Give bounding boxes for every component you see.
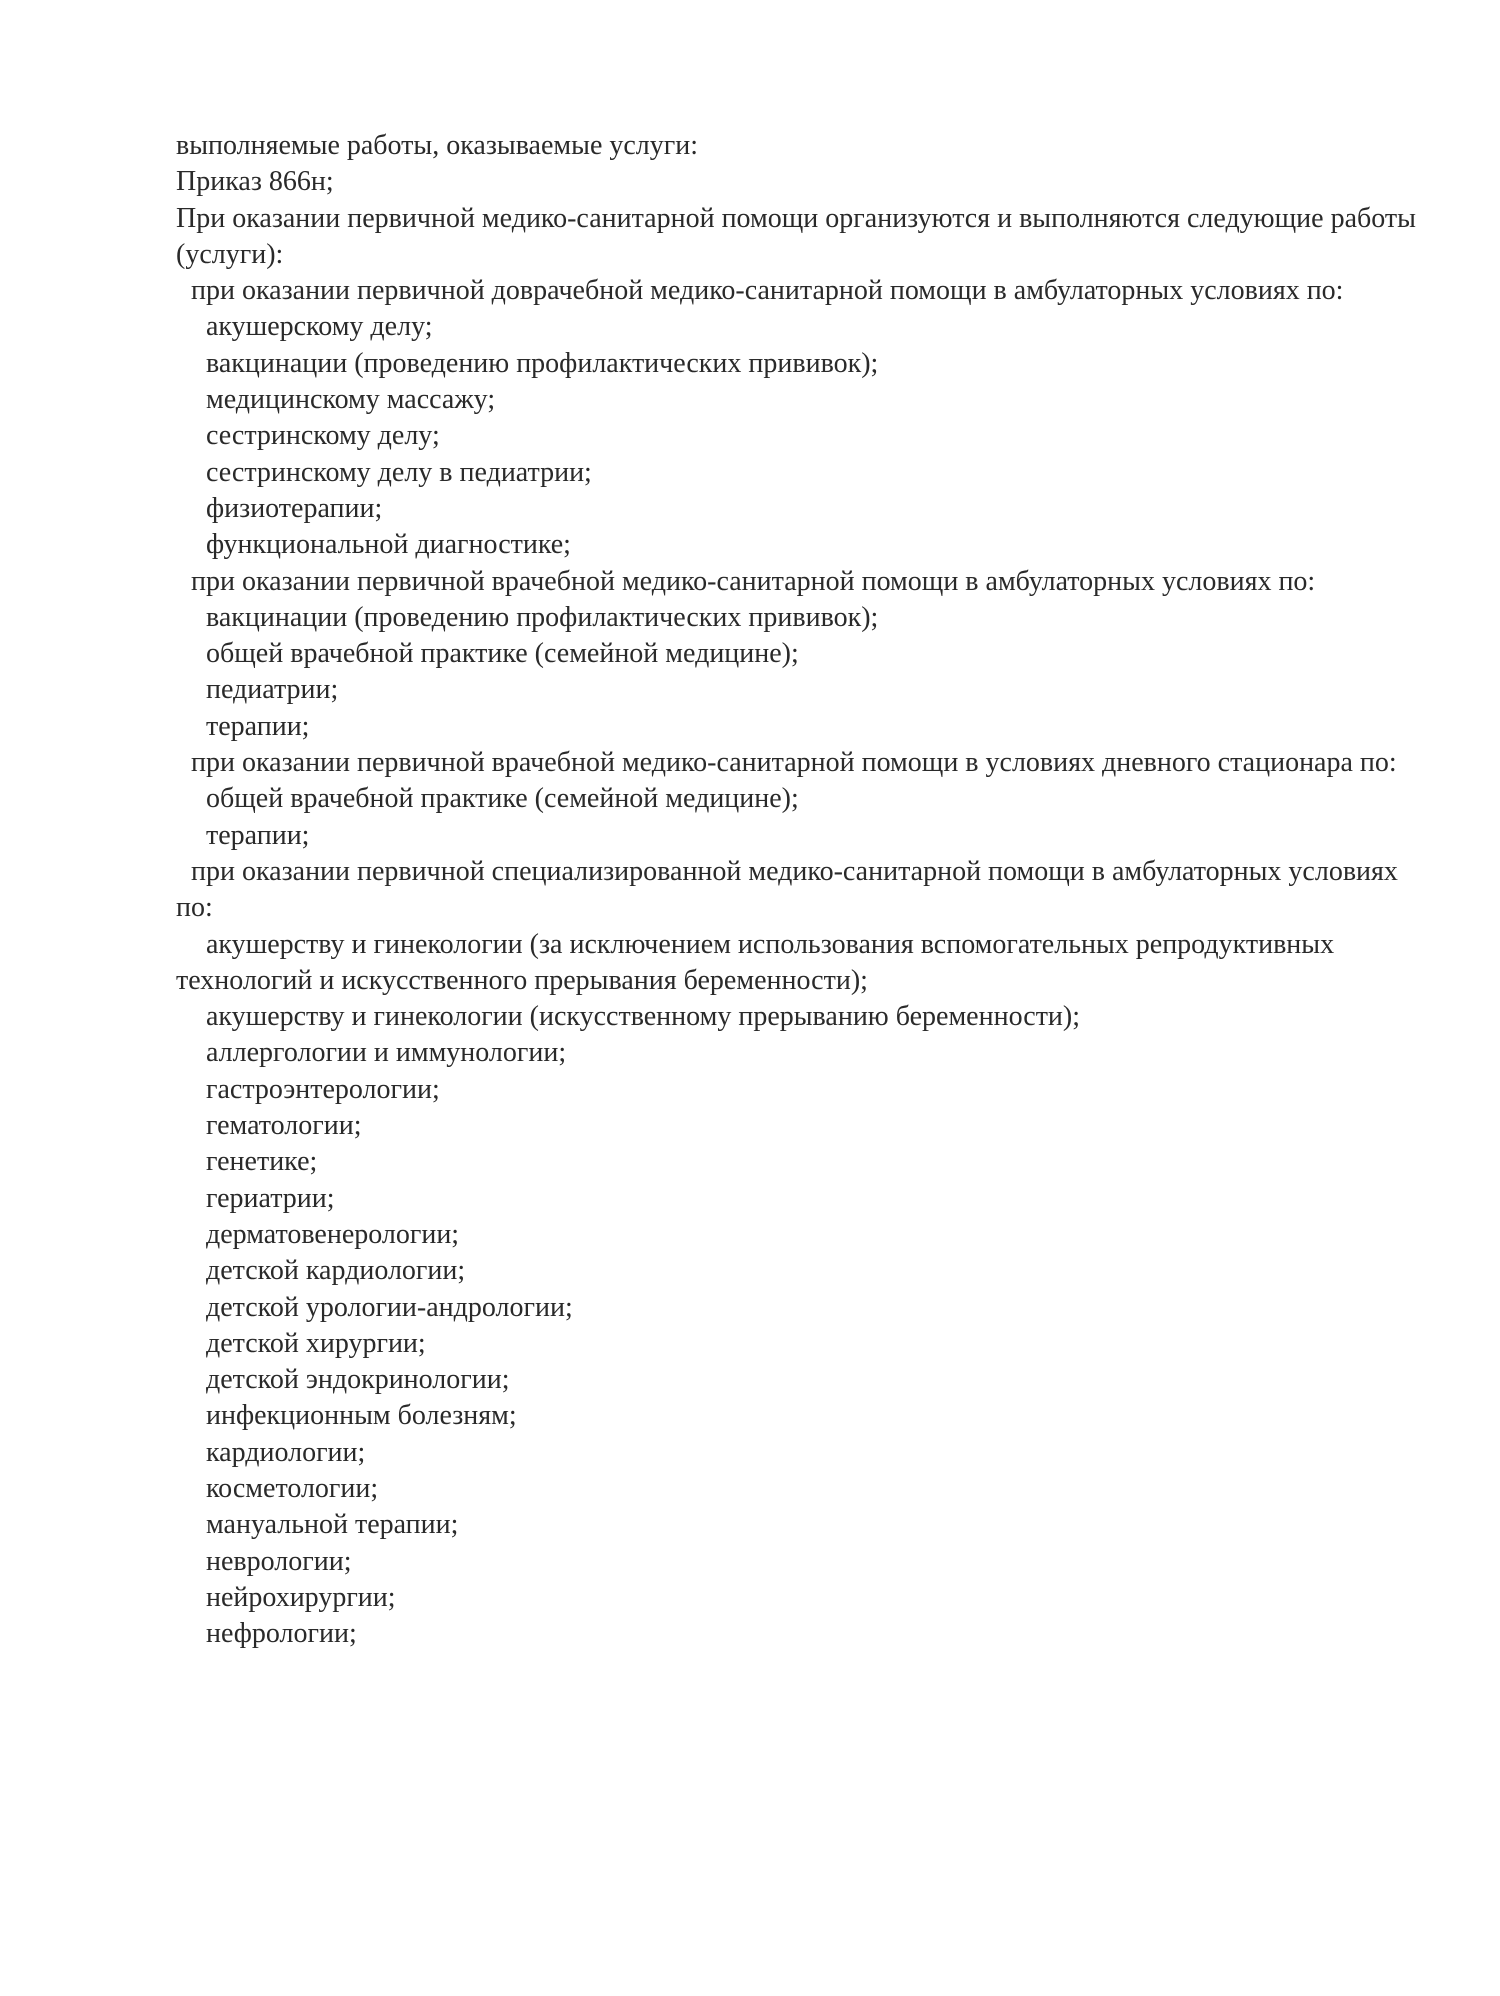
list-item: вакцинации (проведению профилактических прививок); (206, 347, 879, 379)
section-title: при оказании первичной врачебной медико-санитарной помощи в амбулаторных условиях по: (191, 565, 1316, 597)
section-title: при оказании первичной доврачебной медико-санитарной помощи в амбулаторных условиях по: (191, 275, 1344, 307)
section-title: при оказании первичной специализированной медико-санитарной помощи в амбулаторных условиях по: (176, 855, 1398, 924)
list-item: кардиологии; (206, 1436, 366, 1468)
section (176, 564, 1426, 745)
list-item: гастроэнтерологии; (206, 1073, 440, 1105)
list-item: терапии; (206, 710, 310, 742)
list-item: детской эндокринологии; (206, 1364, 510, 1396)
list-item: акушерству и гинекологии (искусственному прерыванию беременности); (206, 1001, 1081, 1033)
section (176, 854, 1426, 1653)
list-item: функциональной диагностике; (206, 529, 571, 561)
intro-statement: При оказании первичной медико-санитарной помощи организуются и выполняются следующие работы (услуги): (176, 202, 1416, 270)
list-item: общей врачебной практике (семейной медицине); (206, 783, 799, 815)
list-item: вакцинации (проведению профилактических прививок); (206, 601, 879, 633)
section (176, 273, 1426, 563)
list-item: физиотерапии; (206, 492, 383, 524)
list-item: общей врачебной практике (семейной медицине); (206, 638, 799, 670)
list-item: сестринскому делу; (206, 420, 440, 452)
list-item: акушерству и гинекологии (за исключением использования вспомогательных репродуктивных технологий и искусственного прерывания беременности); (176, 928, 1335, 996)
list-item: аллергологии и иммунологии; (206, 1037, 567, 1069)
list-item: педиатрии; (206, 674, 339, 706)
list-item: нейрохирургии; (206, 1581, 396, 1613)
list-item: генетике; (206, 1146, 318, 1178)
list-item: гериатрии; (206, 1182, 335, 1214)
section (176, 745, 1426, 854)
list-item: неврологии; (206, 1545, 352, 1577)
list-item: дерматовенерологии; (206, 1218, 460, 1250)
list-item: детской хирургии; (206, 1327, 426, 1359)
section-title: при оказании первичной врачебной медико-санитарной помощи в условиях дневного стационара по: (191, 747, 1397, 779)
list-item: медицинскому массажу; (206, 384, 496, 416)
list-item: сестринскому делу в педиатрии; (206, 456, 592, 488)
list-item: детской кардиологии; (206, 1255, 466, 1287)
list-item: косметологии; (206, 1472, 379, 1504)
list-item: акушерскому делу; (206, 311, 433, 343)
order-reference: Приказ 866н; (176, 166, 334, 198)
list-item: нефрологии; (206, 1618, 357, 1650)
list-item: терапии; (206, 819, 310, 851)
list-item: детской урологии-андрологии; (206, 1291, 573, 1323)
list-item: инфекционным болезням; (206, 1400, 517, 1432)
list-item: гематологии; (206, 1110, 362, 1142)
document-body (176, 128, 1426, 1652)
intro-heading: выполняемые работы, оказываемые услуги: (176, 130, 699, 161)
list-item: мануальной терапии; (206, 1509, 459, 1541)
